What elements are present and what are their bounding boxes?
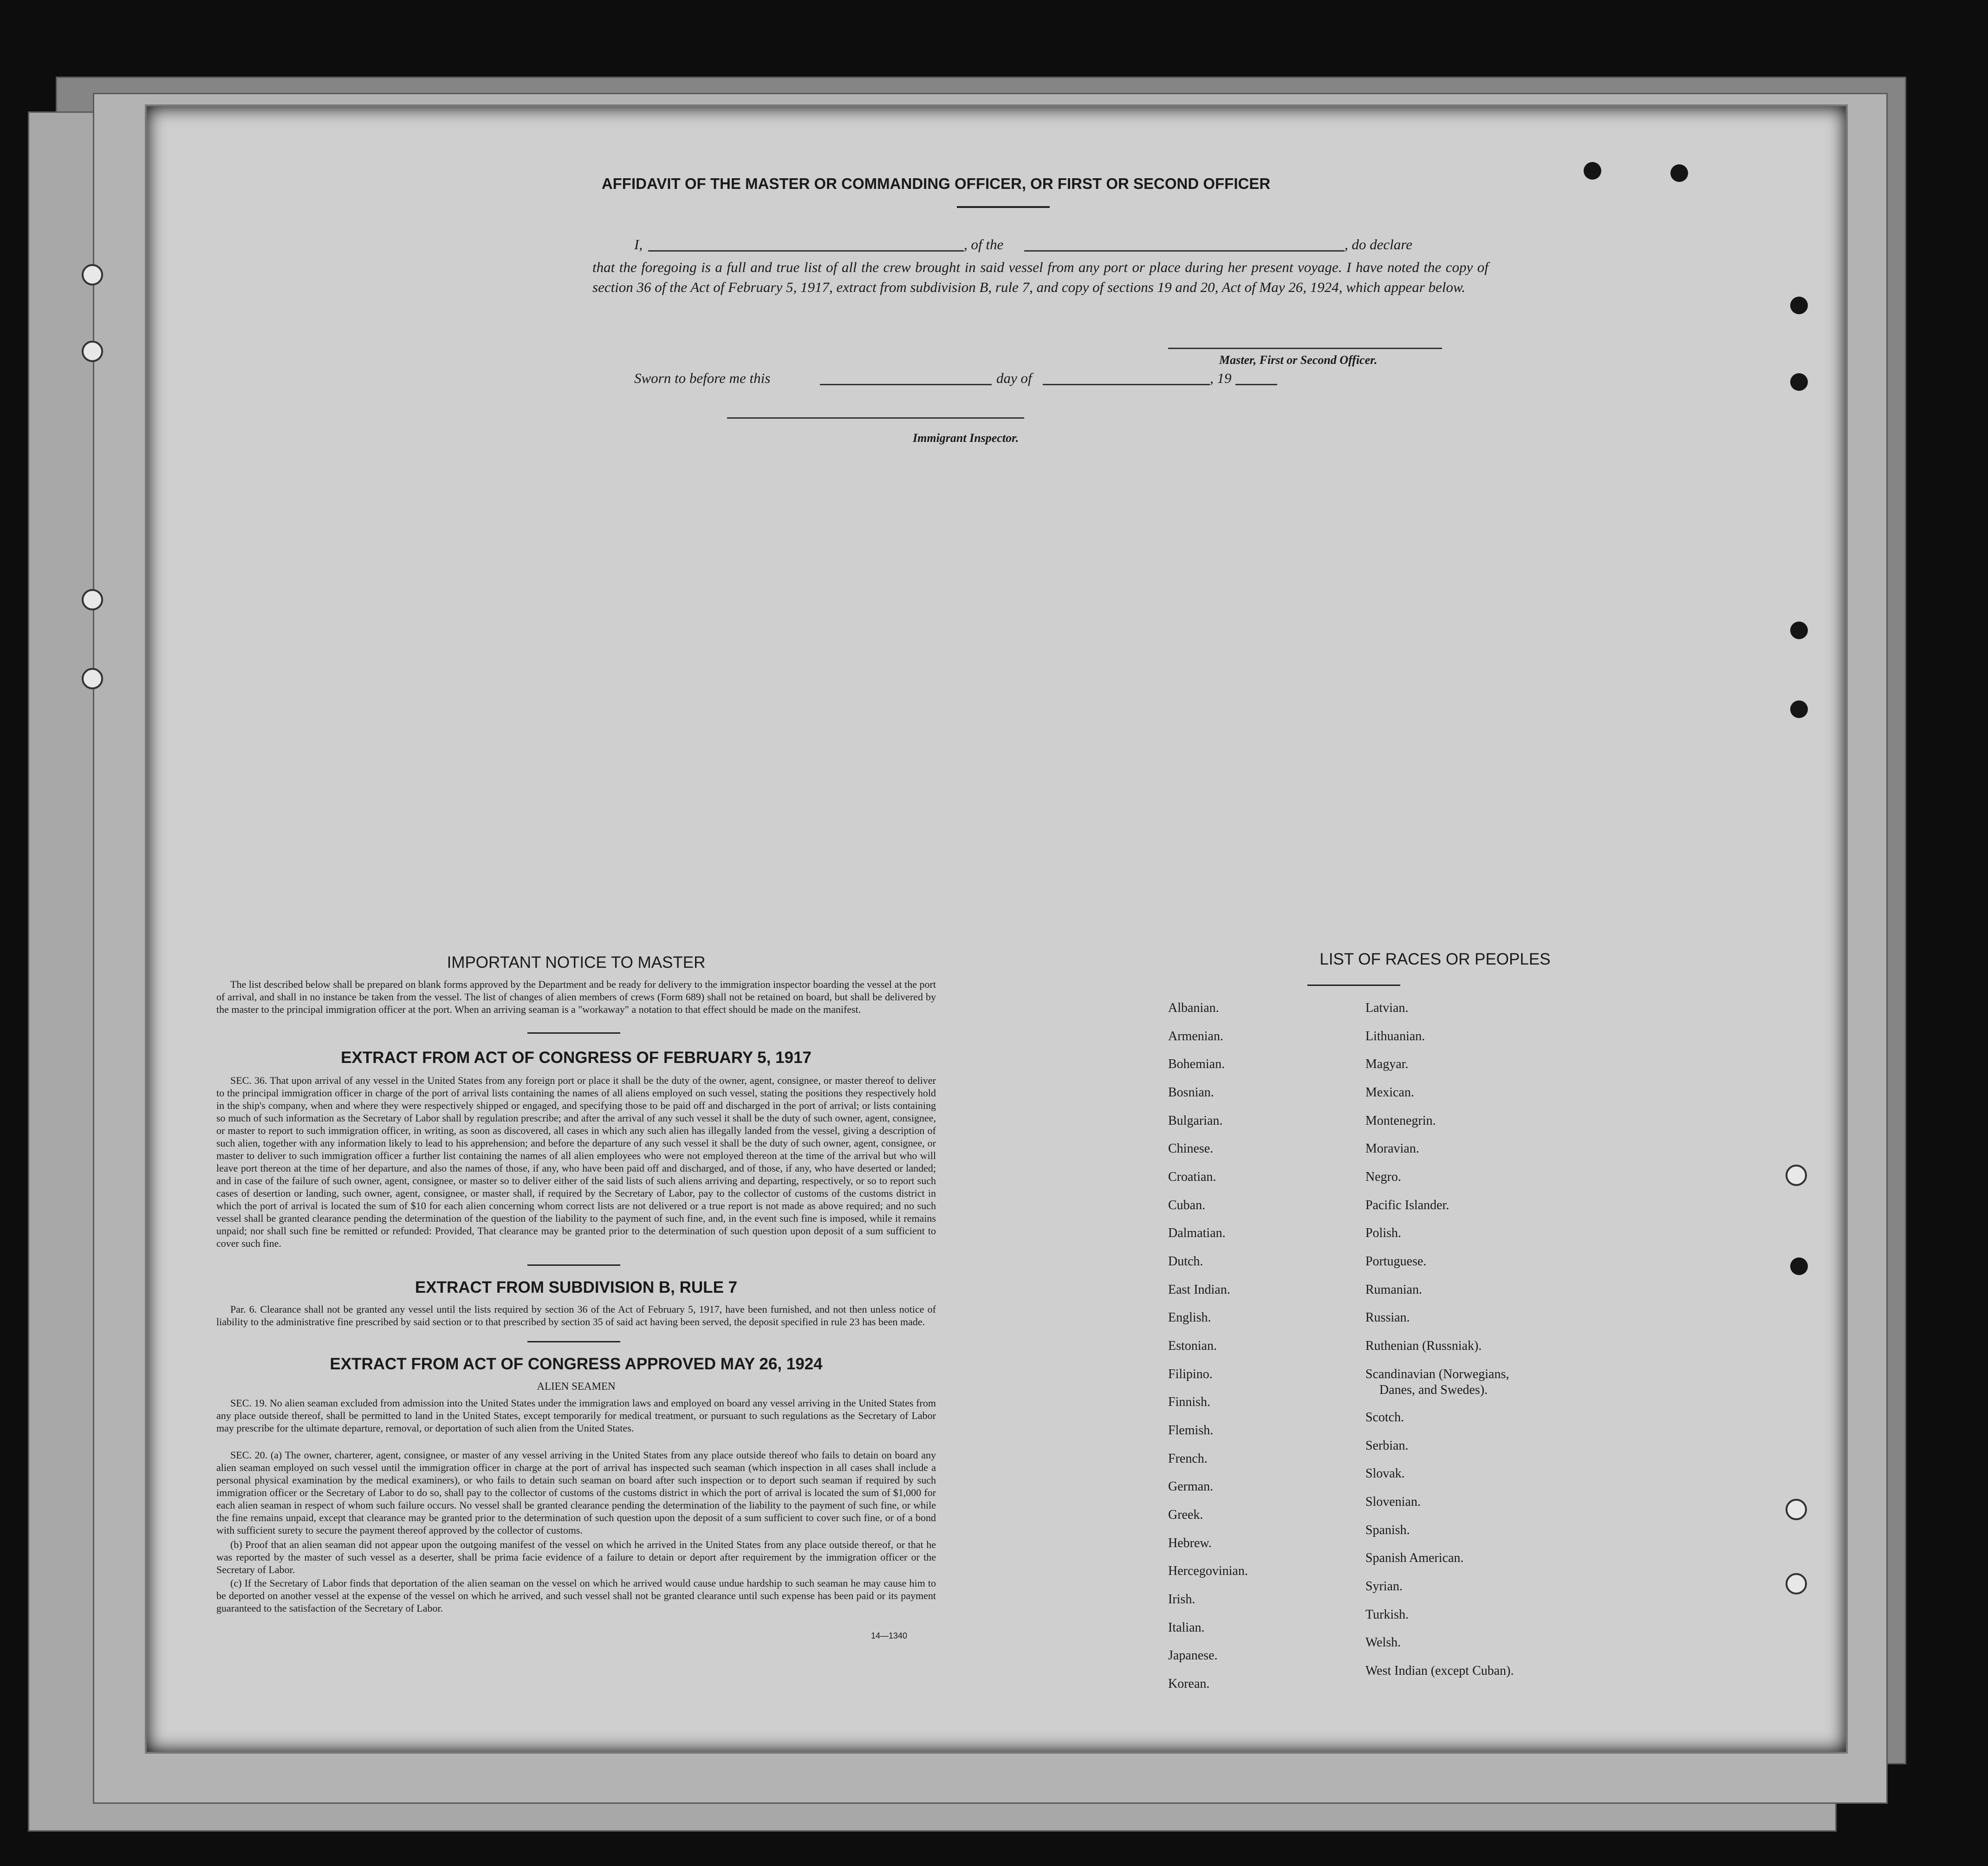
race-item: Filipino. (1168, 1367, 1213, 1381)
sworn-month-field[interactable] (1043, 384, 1210, 385)
form-number: 14—1340 (871, 1631, 908, 1640)
extract-1917-title: EXTRACT FROM ACT OF CONGRESS OF FEBRUARY 5, 1917 (341, 1049, 812, 1067)
declare-label: , do declare (1345, 236, 1413, 253)
punch-hole (82, 341, 103, 362)
race-item: Polish. (1365, 1226, 1402, 1240)
race-item: Korean. (1168, 1677, 1210, 1691)
punch-hole (1790, 1257, 1808, 1275)
master-signature-field[interactable] (1168, 348, 1442, 349)
year-label: , 19 (1210, 370, 1232, 386)
master-signature-label: Master, First or Second Officer. (1219, 353, 1377, 367)
race-item: Bosnian. (1168, 1085, 1214, 1100)
race-item: Serbian. (1365, 1438, 1409, 1453)
punch-hole (1790, 622, 1808, 639)
sworn-year-field[interactable] (1235, 384, 1277, 385)
punch-hole (1786, 1573, 1807, 1594)
race-item: Finnish. (1168, 1395, 1211, 1409)
sworn-day-field[interactable] (820, 384, 992, 385)
document-page (145, 104, 1848, 1754)
race-item: Estonian. (1168, 1339, 1217, 1353)
declarant-prefix: I, (634, 236, 643, 253)
notice-title: IMPORTANT NOTICE TO MASTER (447, 953, 706, 972)
sec-20b-text: (b) Proof that an alien seaman did not appear upon the outgoing manifest of the vessel on which he arrived in the United States from any place outside thereof, or that he was reported by the master of such vessel as a deserter, shall be prima facie evidence of a failure to detain or deport after requirement by the immigration officer or the Secretary of Labor. (216, 1539, 936, 1575)
punch-hole (1790, 373, 1808, 391)
race-item: Moravian. (1365, 1141, 1419, 1156)
race-item: Dutch. (1168, 1254, 1203, 1269)
sworn-label: Sworn to before me this (634, 370, 771, 386)
race-item: Chinese. (1168, 1141, 1214, 1156)
race-item: Italian. (1168, 1620, 1205, 1635)
day-of-label: day of (996, 370, 1032, 386)
race-item: Danes, and Swedes). (1379, 1383, 1488, 1397)
inspector-signature-field[interactable] (727, 417, 1024, 419)
divider (527, 1264, 620, 1266)
race-item: Irish. (1168, 1592, 1195, 1607)
punch-hole (82, 264, 103, 285)
declaration-body: that the foregoing is a full and true list of all the crew brought in said vessel from any port or place during her present voyage. I have noted the copy of section 36 of the Act of February 5, 1917, extract from subdivision B, rule 7, and copy of sections 19 and 20, Act of May 26, 1924, which appear below. (592, 259, 1488, 295)
race-item: Scandinavian (Norwegians, (1365, 1367, 1509, 1381)
race-item: Turkish. (1365, 1607, 1409, 1622)
race-item: Slovenian. (1365, 1495, 1421, 1509)
race-item: Magyar. (1365, 1057, 1409, 1071)
vessel-position-field[interactable] (1024, 250, 1345, 252)
race-item: Hebrew. (1168, 1536, 1212, 1550)
race-item: Flemish. (1168, 1423, 1214, 1438)
race-item: Montenegrin. (1365, 1114, 1436, 1128)
punch-hole (1786, 1165, 1807, 1186)
race-item: Hercegovinian. (1168, 1564, 1248, 1578)
race-item: Negro. (1365, 1170, 1401, 1184)
race-item: Bulgarian. (1168, 1114, 1223, 1128)
punch-hole (1584, 162, 1601, 180)
punch-hole (1790, 297, 1808, 314)
of-the-label: , of the (964, 236, 1004, 253)
inspector-signature-label: Immigrant Inspector. (913, 431, 1019, 445)
divider (1307, 985, 1400, 986)
declarant-name-field[interactable] (648, 250, 964, 252)
subdivision-title: EXTRACT FROM SUBDIVISION B, RULE 7 (415, 1278, 738, 1296)
extract-1924-subtitle: ALIEN SEAMEN (537, 1380, 616, 1392)
race-item: Japanese. (1168, 1648, 1218, 1663)
sworn-line (634, 370, 1423, 389)
race-item: Dalmatian. (1168, 1226, 1226, 1240)
sec-20c-text: (c) If the Secretary of Labor finds that deportation of the alien seaman on the vessel on which he arrived would cause undue hardship to such seaman he may cause him to be deported on another vessel at the expense of the vessel on which he arrived, and such vessel shall not be granted clearance until such expense has been paid or its payment guaranteed to the satisfaction of the Secretary of Labor. (216, 1577, 936, 1614)
race-item: Welsh. (1365, 1635, 1401, 1650)
affidavit-title: AFFIDAVIT OF THE MASTER OR COMMANDING OFFICER, OR FIRST OR SECOND OFFICER (601, 175, 1271, 192)
race-item: Latvian. (1365, 1001, 1409, 1015)
race-item: Greek. (1168, 1508, 1203, 1522)
race-item: German. (1168, 1479, 1214, 1494)
race-item: Pacific Islander. (1365, 1198, 1449, 1212)
race-item: Mexican. (1365, 1085, 1414, 1100)
race-item: Croatian. (1168, 1170, 1216, 1184)
race-item: Scotch. (1365, 1410, 1404, 1425)
race-item: Albanian. (1168, 1001, 1219, 1015)
race-item: French. (1168, 1451, 1208, 1466)
notice-body: The list described below shall be prepared on blank forms approved by the Department and be ready for delivery to the immigration inspector boarding the vessel at the port of arrival, and shall in no instance be taken from the vessel. The list of changes of alien members of crews (Form 689) shall not be retained on board, but shall be delivered by the master to the principal immigration officer at the port. When an arriving seaman is a "workaway" a notation to that effect should be made on the manifest. (216, 978, 936, 1015)
race-item: English. (1168, 1310, 1211, 1325)
divider (527, 1032, 620, 1034)
divider (527, 1341, 620, 1342)
race-item: East Indian. (1168, 1283, 1230, 1297)
race-item: Spanish American. (1365, 1551, 1464, 1565)
declaration-line (592, 236, 1488, 255)
punch-hole (82, 668, 103, 689)
race-item: Cuban. (1168, 1198, 1206, 1212)
race-item: Lithuanian. (1365, 1029, 1425, 1043)
race-item: Spanish. (1365, 1523, 1410, 1537)
extract-1917-body: SEC. 36. That upon arrival of any vessel in the United States from any foreign port or place it shall be the duty of the owner, agent, consignee, or master thereof to deliver to the principal immigration officer in charge of the port of arrival lists containing the names of all aliens employed on such vessel, stating the positions they respectively hold in the ship's company, when and where they were respectively shipped or engaged, and specifying those to be paid off and discharged in the port of arrival; or lists containing so much of such information as the Secretary of Labor shall by regulation prescribe; and after the arrival of any such vessel it shall be the duty of such owner, agent, consignee, or master to report to such immigration officer, in writing, as soon as discovered, all cases in which any such alien has illegally landed from the vessel, giving a description of such alien, together with any information likely to lead to his apprehension; and before the departure of any such vessel it shall be the duty of such owner, agent, consignee, or master to deliver to such immigration officer a further list containing the names of all alien employees who were not employed thereon at the time of the arrival but who will leave port thereon at the time of her departure, and also the names of those, if any, who have been paid off and discharged, and of those, if any, who have deserted or landed; and in case of the failure of such owner, agent, consignee, or master so to deliver either of the said lists of such aliens arriving and departing, respectively, or so to report such cases of desertion or landing, such owner, agent, consignee, or master shall, if required by the Secretary of Labor, pay to the collector of customs of the customs district in which the port of arrival is located the sum of $10 for each alien concerning whom correct lists are not delivered or a true report is not made as above required; and no such vessel shall be granted clearance pending the determination of the question of the liability to the payment of such fine, and, in the event such fine is imposed, while it remains unpaid; nor shall such fine be remitted or refunded: Provided, That clearance may be granted prior to the determination of such question upon deposit of a sum sufficient to cover such fine. (216, 1075, 936, 1249)
race-item: Slovak. (1365, 1466, 1405, 1481)
punch-hole (1790, 700, 1808, 718)
race-item: Syrian. (1365, 1579, 1403, 1594)
extract-1924-title: EXTRACT FROM ACT OF CONGRESS APPROVED MAY 26, 1924 (330, 1355, 823, 1373)
race-item: West Indian (except Cuban). (1365, 1664, 1514, 1678)
race-item: Rumanian. (1365, 1283, 1423, 1297)
punch-hole (1786, 1499, 1807, 1520)
race-item: Portuguese. (1365, 1254, 1427, 1269)
title-divider (957, 206, 1050, 208)
sec-19-text: SEC. 19. No alien seaman excluded from admission into the United States under the immigration laws and employed on board any vessel arriving in the United States from any place outside thereof, shall be permitted to land in the United States, except temporarily for medical treatment, or pursuant to such regulations as the Secretary of Labor may prescribe for the ultimate departure, removal, or deportation of such alien from the United States. (216, 1397, 936, 1434)
punch-hole (1670, 164, 1688, 182)
race-item: Ruthenian (Russniak). (1365, 1339, 1482, 1353)
races-title: LIST OF RACES OR PEOPLES (1319, 950, 1551, 968)
punch-hole (82, 589, 103, 610)
race-item: Bohemian. (1168, 1057, 1225, 1071)
subdivision-body: Par. 6. Clearance shall not be granted any vessel until the lists required by section 36 of the Act of February 5, 1917, have been furnished, and not then unless notice of liability to the administrative fine prescribed by said section or to that prescribed by section 35 of said act having been served, the deposit specified in rule 23 has been made. (216, 1303, 936, 1328)
race-item: Armenian. (1168, 1029, 1223, 1043)
sec-20a-text: SEC. 20. (a) The owner, charterer, agent, consignee, or master of any vessel arriving in the United States from any place outside thereof who fails to detain on board any alien seaman employed on such vessel until the immigration officer in charge at the port of arrival has inspected such seaman (which inspection in all cases shall include a personal physical examination by the medical examiners), or who fails to detain such seaman on board after such inspection or to deport such seaman if required by such immigration officer or the Secretary of Labor to do so, shall pay to the collector of customs of the customs district in which the port of arrival is located the sum of $1,000 for each alien seaman in respect of whom such failure occurs. No vessel shall be granted clearance pending the determination of the liability to the payment of such fine, or while the fine remains unpaid, except that clearance may be granted prior to the determination of such question upon the deposit of a sum sufficient to cover such fine, or of a bond with sufficient surety to secure the payment thereof approved by the collector of customs. (216, 1449, 936, 1536)
race-item: Russian. (1365, 1310, 1410, 1325)
